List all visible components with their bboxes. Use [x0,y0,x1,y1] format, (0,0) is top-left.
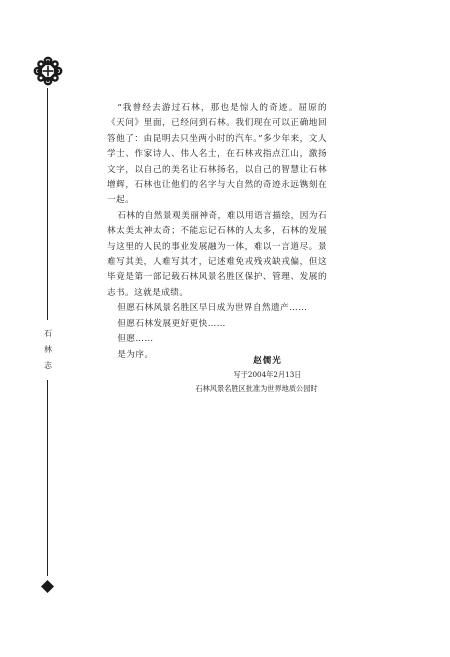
paragraph-wish-development: 但愿石林发展更好更快…… [117,318,226,329]
side-running-title [40,326,56,374]
side-title-char: 林 [44,345,52,354]
paragraph-wish-heritage: 但愿石林风景名胜区早日成为世界自然遗产…… [117,303,308,314]
paragraph-wish: 但愿…… [117,334,154,345]
preface-body [107,101,327,363]
side-rule-bottom [47,380,48,576]
diamond-icon [41,580,54,593]
paragraph-closing: 是为序。 [117,349,154,360]
side-rule-top [47,88,48,320]
signature-occasion: 石林风景名胜区批准为世界地质公园时 [195,384,318,393]
paragraph-scenery: 石林的自然景观美丽神奇，难以用语言描绘，因为石林太美太神太奇；不能忘记石林的人太多，石林的发展与这里的人民的事业发展融为一体，难以一言道尽。景难写其美，人难写其才，记述难免戎残戎缺戎偏，但这毕竟是第一部记载石林风景名胜区保护、管理、发展的志书。这就是成绩。 [107,210,327,298]
signature-block [195,354,330,396]
author-name: 赵儒光 [253,356,282,366]
signature-date: 写于2004年2月13日 [233,370,302,379]
chinese-knot-icon [33,56,63,86]
side-title-char: 志 [44,361,52,370]
side-title-char: 石 [44,329,52,338]
paragraph-quote: “我曾经去游过石林，那也是惊人的奇迹。屈原的《天问》里面，已经问到石林。我们现在可以正确地回答他了：由昆明去只坐两小时的汽车。”多少年来，文人学士、作家诗人、伟人名士，在石林戎指点江山，激扬文字，以自己的美名让石林扬名，以自己的智慧让石林增辉，石林也让他们的名字与大自然的奇迹永远镌刻在一起。 [107,103,327,206]
